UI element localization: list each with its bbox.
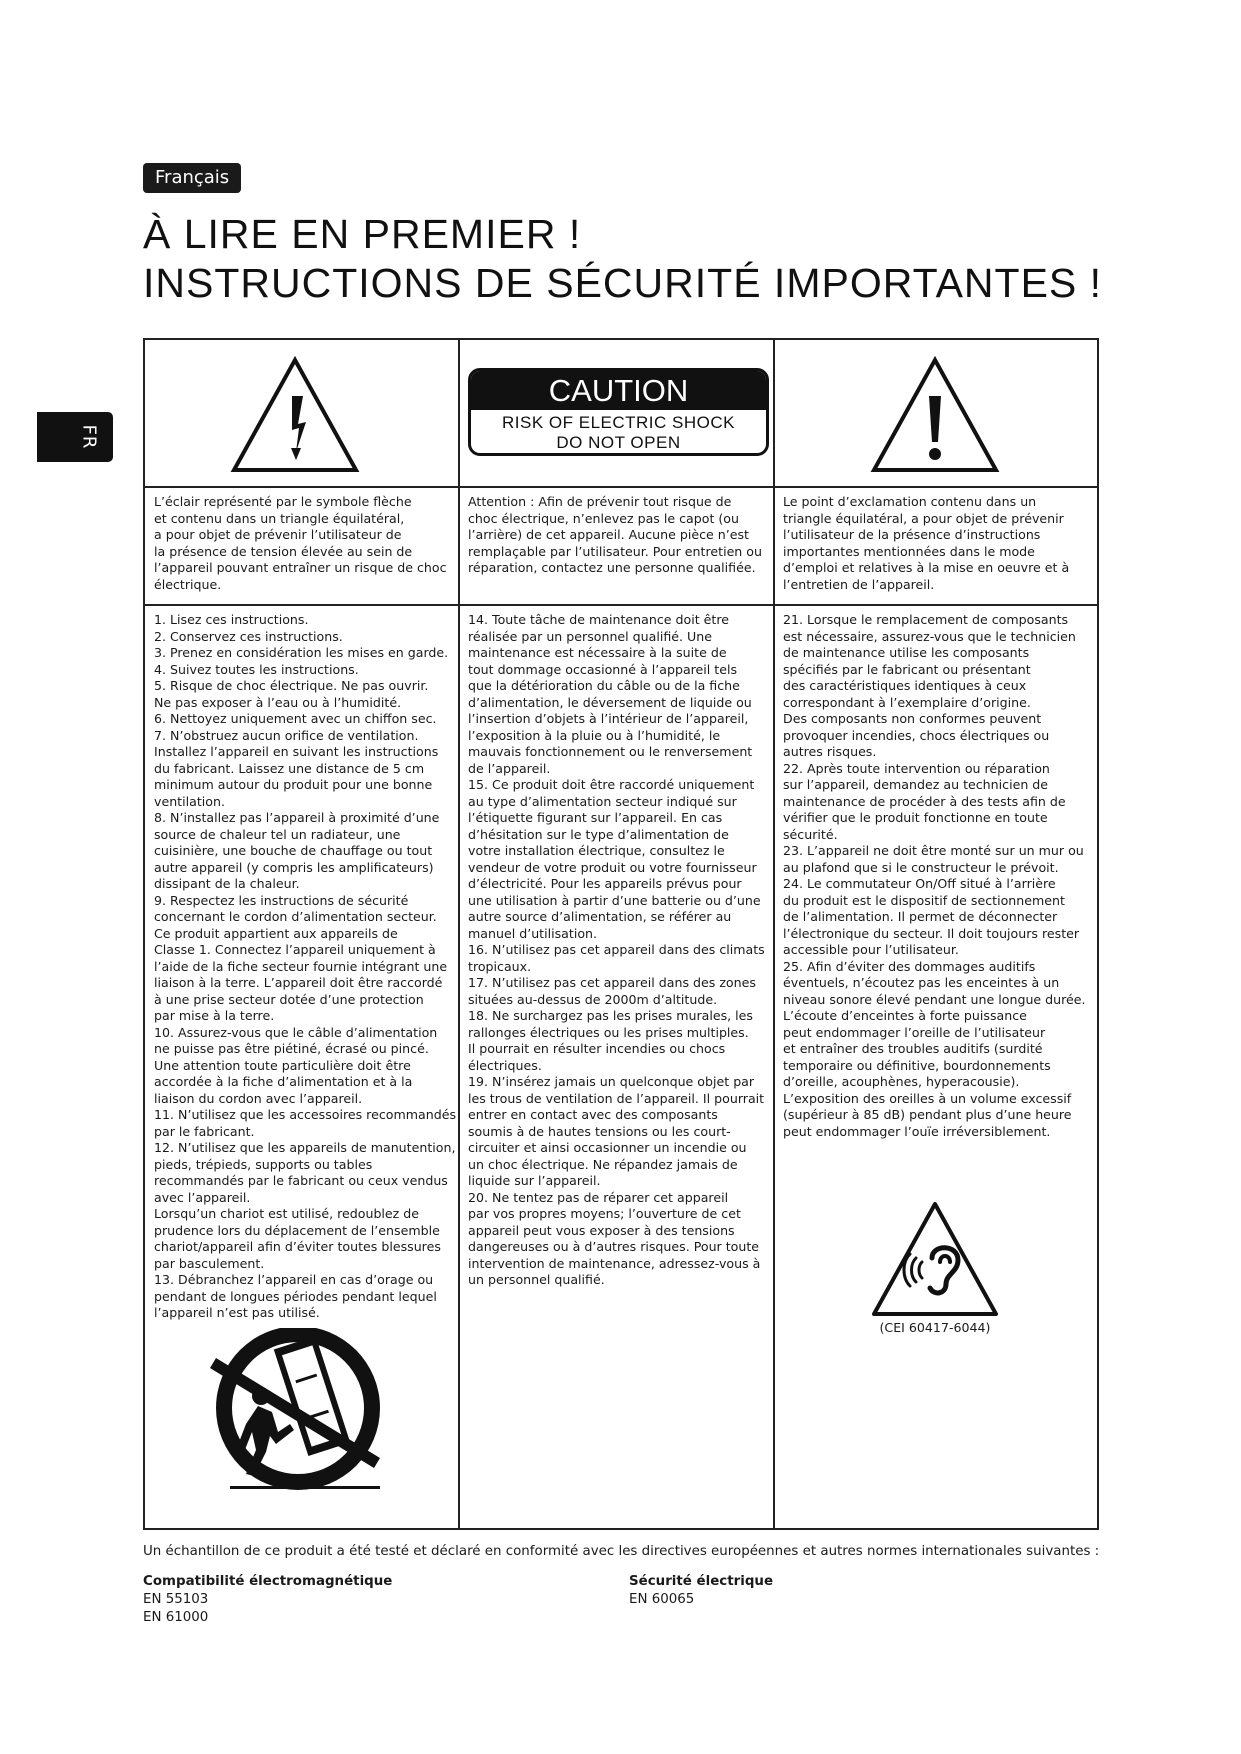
language-badge: Français xyxy=(143,163,241,193)
no-cart-tip-over-icon xyxy=(206,1328,396,1500)
title-line-1: À LIRE EN PREMIER ! xyxy=(143,211,582,257)
lightning-description: L’éclair représenté par le symbole flèche et contenu dans un triangle équilatéral, a pour objet de prévenir l’utilisateur de la présence de tension élevée au sein de l’appareil pouvant entraîner un risque de choc électrique. xyxy=(154,494,447,592)
instructions-column-2: 14. Toute tâche de maintenance doit être réalisée par un personnel qualifié. Une maintenance est nécessaire à la suite de tout dommage occasionné à l’appareil tels que la détérioration du câble ou de la fiche d’alimentation, le déversement de liquide ou l’insertion d’objets à l’intérieur de l’appareil, l’exposition à la pluie ou à l’humidité, le mauvais fonctionnement ou le renversement de l’appareil. 15. Ce produit doit être raccordé uniquement au type d’alimentation secteur indiqué sur l’étiquette figurant sur l’appareil. En cas d’hésitation sur le type d’alimentation de votre installation électrique, consultez le vendeur de votre produit ou votre fournisseur d’électricité. Pour les appareils prévus pour une utilisation à partir d’une batterie ou d’une autre source d’alimentation, se référer au manuel d’utilisation. 16. N’utilisez pas cet appareil dans des climats tropicaux. 17. N’utilisez pas cet appareil dans des zones situées au-dessus de 2000m d’altitude. 18. Ne surchargez pas les prises murales, les rallonges électriques ou les prises multiples. Il pourrait en résulter incendies ou chocs électriques. 19. N’insérez jamais un quelconque objet par les trous de ventilation de l’appareil. Il pourrait entrer en contact avec des composants soumis à de hautes tensions ou les court- circuiter et ainsi occasionner un incendie ou un choc électrique. Ne répandez jamais de liquide sur l’appareil. 20. Ne tentez pas de réparer cet appareil par vos propres moyens; l’ouverture de cet appareil peut vous exposer à des tensions dangereuses ou à d’autres risques. Pour toute intervention de maintenance, adressez-vous à un personnel qualifié. xyxy=(468,612,765,1287)
caution-line-1: RISK OF ELECTRIC SHOCK xyxy=(502,413,735,432)
row-divider xyxy=(145,604,1097,606)
exclamation-warning-icon xyxy=(870,356,1000,474)
emc-standards xyxy=(143,1573,392,1627)
safety-heading: Sécurité électrique xyxy=(629,1574,774,1589)
hearing-damage-warning-icon xyxy=(870,1200,1000,1318)
instructions-column-3: 21. Lorsque le remplacement de composants est nécessaire, assurez-vous que le technicien de maintenance utilise les composants spécifiés par le fabricant ou présentant des caractéristiques identiques à ceux correspondant à l’exemplaire d’origine. Des composants non conformes peuvent provoquer incendies, chocs électriques ou autres risques. 22. Après toute intervention ou réparation sur l’appareil, demandez au technicien de maintenance de procéder à des tests afin de vérifier que le produit fonctionne en toute sécurité. 23. L’appareil ne doit être monté sur un mur ou au plafond que si le constructeur le prévoit. 24. Le commutateur On/Off situé à l’arrière du produit est le dispositif de sectionnement de l’alimentation. Il permet de déconnecter l’électronique du secteur. Il doit toujours rester accessible pour l’utilisateur. 25. Afin d’éviter des dommages auditifs éventuels, n’écoutez pas les enceintes à un niveau sonore élevé pendant une longue durée. L’écoute d’enceintes à forte puissance peut endommager l’oreille de l’utilisateur et entraîner des troubles auditifs (surdité temporaire ou définitive, bourdonnements d’oreille, acouphènes, hyperacousie). L’exposition des oreilles à un volume excessif (supérieur à 85 dB) pendant plus d’une heure peut endommager l’ouïe irréversiblement. xyxy=(783,612,1086,1139)
language-side-tab xyxy=(37,412,113,462)
emc-heading: Compatibilité électromagnétique xyxy=(143,1574,393,1589)
emc-standard-item: EN 55103 xyxy=(143,1592,209,1607)
hearing-icon-caption: (CEI 60417-6044) xyxy=(879,1320,991,1335)
caution-description: Attention : Afin de prévenir tout risque de choc électrique, n’enlevez pas le capot (ou l’arrière) de cet appareil. Aucune pièce n’est remplaçable par l’utilisateur. Pour entretien ou réparation, contactez une personne qualifiée. xyxy=(468,494,762,575)
side-tab-label: FR xyxy=(78,424,100,450)
emc-standard-item: EN 61000 xyxy=(143,1610,209,1625)
lightning-warning-icon xyxy=(230,356,360,474)
electrical-safety-standards xyxy=(629,1573,773,1609)
caution-line-2: DO NOT OPEN xyxy=(556,433,681,452)
safety-standard-item: EN 60065 xyxy=(629,1592,695,1607)
row-divider xyxy=(145,486,1097,488)
conformity-note: Un échantillon de ce produit a été testé et déclaré en conformité avec les directives européennes et autres normes internationales suivantes : xyxy=(143,1544,1100,1559)
title-line-2: INSTRUCTIONS DE SÉCURITÉ IMPORTANTES ! xyxy=(143,260,1103,306)
column-divider xyxy=(458,340,460,1528)
exclamation-description: Le point d’exclamation contenu dans un triangle équilatéral, a pour objet de prévenir l’utilisateur de la présence d’instructions importantes mentionnées dans le mode d’emploi et relatives à la mise en oeuvre et à l’entretien de l’appareil. xyxy=(783,494,1070,592)
caution-heading: CAUTION xyxy=(471,371,766,410)
page-title xyxy=(143,210,1102,308)
column-divider xyxy=(773,340,775,1528)
caution-label xyxy=(468,368,769,456)
instructions-column-1: 1. Lisez ces instructions. 2. Conservez ces instructions. 3. Prenez en considération les mises en garde. 4. Suivez toutes les instructions. 5. Risque de choc électrique. Ne pas ouvrir. Ne pas exposer à l’eau ou à l’humidité. 6. Nettoyez uniquement avec un chiffon sec. 7. N’obstruez aucun orifice de ventilation. Installez l’appareil en suivant les instructions du fabricant. Laissez une distance de 5 cm minimum autour du produit pour une bonne ventilation. 8. N’installez pas l’appareil à proximité d’une source de chaleur tel un radiateur, une cuisinière, une bouche de chauffage ou tout autre appareil (y compris les amplificateurs) dissipant de la chaleur. 9. Respectez les instructions de sécurité concernant le cordon d’alimentation secteur. Ce produit appartient aux appareils de Classe 1. Connectez l’appareil uniquement à l’aide de la fiche secteur fournie intégrant une liaison à la terre. L’appareil doit être raccordé à une prise secteur dotée d’une protection par mise à la terre. 10. Assurez-vous que le câble d’alimentation ne puisse pas être piétiné, écrasé ou pincé. Une attention toute particulière doit être accordée à la fiche d’alimentation et à la liaison du cordon avec l’appareil. 11. N’utilisez que les accessoires recommandés par le fabricant. 12. N’utilisez que les appareils de manutention, pieds, trépieds, supports ou tables recommandés par le fabricant ou ceux vendus avec l’appareil. Lorsqu’un chariot est utilisé, redoublez de prudence lors du déplacement de l’ensemble chariot/appareil afin d’éviter toutes blessures par basculement. 13. Débranchez l’appareil en cas d’orage ou pendant de longues périodes pendant lequel l’appareil n’est pas utilisé. xyxy=(154,612,457,1320)
